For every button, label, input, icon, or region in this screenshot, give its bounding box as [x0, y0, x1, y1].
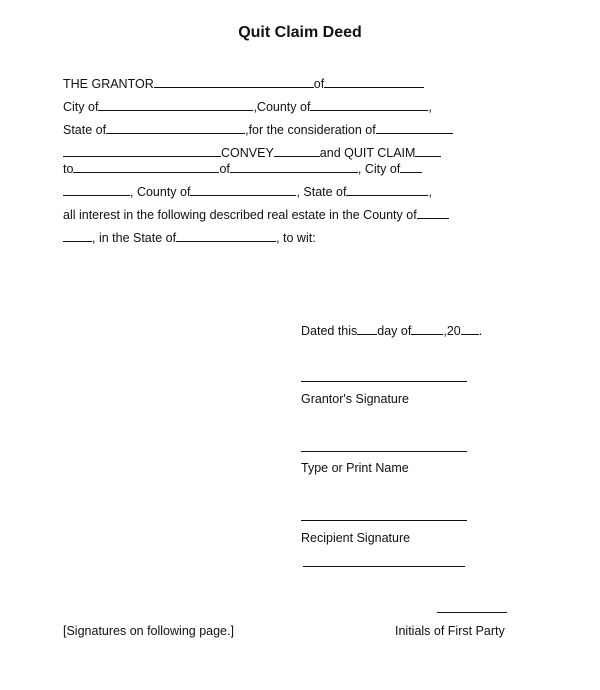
interest-line: [63, 206, 449, 223]
state-label: State of: [63, 123, 107, 137]
recipient-of-label: of: [219, 162, 230, 176]
real-estate-county-blank[interactable]: [417, 206, 449, 219]
recipient-city-label: , City of: [357, 162, 401, 176]
to-wit-label: , to wit:: [276, 231, 316, 245]
county-label: ,County of: [253, 100, 311, 114]
convey-line: [63, 144, 441, 161]
grantor-signature-label: Grantor's Signature: [301, 392, 409, 406]
recipient-county-state-line: [63, 183, 432, 200]
city-county-line: [63, 98, 432, 115]
recipient-name-blank[interactable]: [73, 160, 219, 173]
state-blank[interactable]: [106, 121, 245, 134]
grantor-signature-line[interactable]: [301, 381, 467, 382]
consideration-amount-blank[interactable]: [63, 144, 221, 157]
convey-blank[interactable]: [274, 144, 320, 157]
recipient-city-cont-blank[interactable]: [63, 183, 130, 196]
dated-line: [301, 322, 482, 338]
recipient-signature-line[interactable]: [303, 566, 465, 567]
state-to-wit-line: [63, 229, 316, 246]
to-label: to: [63, 162, 74, 176]
comma2: ,: [428, 185, 432, 199]
recipient-state-blank[interactable]: [346, 183, 428, 196]
comma: ,: [428, 100, 432, 114]
consideration-blank[interactable]: [376, 121, 453, 134]
initials-line[interactable]: [437, 612, 507, 613]
recipient-county-blank[interactable]: [190, 183, 296, 196]
recipient-of-blank[interactable]: [230, 160, 358, 173]
day-blank[interactable]: [357, 322, 377, 335]
consideration-label: ,for the consideration of: [245, 123, 376, 137]
quit-claim-blank[interactable]: [415, 144, 441, 157]
interest-text: all interest in the following described real estate in the County of: [63, 208, 417, 222]
state-consideration-line: [63, 121, 453, 138]
initials-label: Initials of First Party: [395, 624, 505, 638]
print-name-line[interactable]: [301, 451, 467, 452]
county-blank[interactable]: [310, 98, 428, 111]
recipient-city-blank[interactable]: [400, 160, 422, 173]
in-state-blank[interactable]: [176, 229, 276, 242]
year-prefix: ,20: [443, 324, 461, 338]
convey-label: CONVEY: [221, 146, 274, 160]
recipient-name-line[interactable]: [301, 520, 467, 521]
quit-claim-label: and QUIT CLAIM: [319, 146, 416, 160]
recipient-state-label: , State of: [296, 185, 347, 199]
recipient-signature-label: Recipient Signature: [301, 531, 411, 545]
in-state-label: , in the State of: [92, 231, 177, 245]
recipient-line: [63, 160, 422, 177]
period: .: [478, 324, 483, 338]
grantor-of-blank[interactable]: [324, 75, 424, 88]
signatures-note: [Signatures on following page.]: [63, 624, 234, 638]
of-label: of: [313, 77, 325, 91]
grantor-name-blank[interactable]: [154, 75, 314, 88]
dated-label: Dated this: [301, 324, 358, 338]
print-name-label: Type or Print Name: [301, 461, 409, 475]
grantor-line: [63, 75, 424, 92]
month-blank[interactable]: [411, 322, 443, 335]
recipient-county-label: , County of: [130, 185, 191, 199]
year-blank[interactable]: [461, 322, 479, 335]
real-estate-county-cont-blank[interactable]: [63, 229, 92, 242]
grantor-label: THE GRANTOR: [63, 77, 154, 91]
day-of-label: day of: [377, 324, 412, 338]
city-blank[interactable]: [98, 98, 253, 111]
city-label: City of: [63, 100, 99, 114]
document-title: Quit Claim Deed: [238, 24, 362, 41]
